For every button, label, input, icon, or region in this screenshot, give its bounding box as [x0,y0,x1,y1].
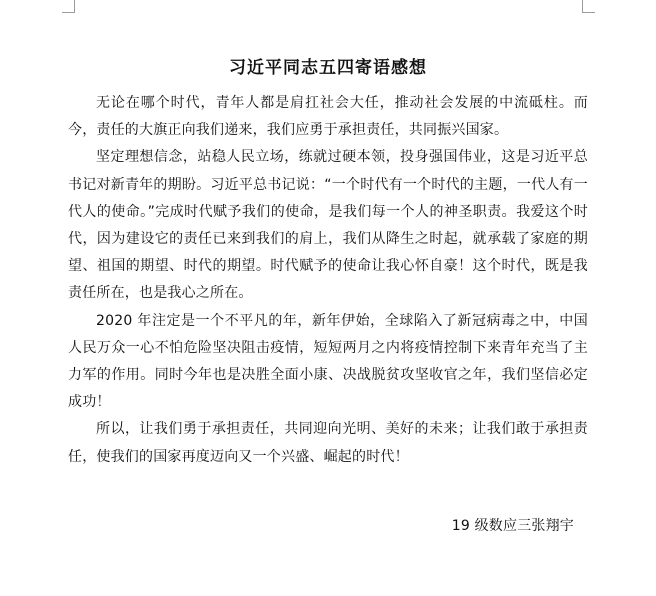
paragraph-3: 2020 年注定是一个不平凡的年，新年伊始，全球陷入了新冠病毒之中，中国人民万众一心不怕危险坚决阻击疫情，短短两月之内将疫情控制下来青年充当了主力军的作用。同时今年也是决胜全面小康、决战脱贫攻坚收官之年，我们坚信必定成功！ [68,312,588,411]
crop-mark-top-left [62,0,75,13]
document-title: 习近平同志五四寄语感想 [229,58,427,78]
crop-mark-top-right [582,0,595,13]
author-signature: 19 级数应三张翔宇 [451,518,574,534]
paragraph-4: 所以，让我们勇于承担责任，共同迎向光明、美好的未来；让我们敢于承担责任，使我们的国家再度迈向又一个兴盛、崛起的时代！ [68,421,588,465]
paragraph-2: 坚定理想信念，站稳人民立场，练就过硬本领，投身强国伟业，这是习近平总书记对新青年的期盼。习近平总书记说：“一个时代有一个时代的主题，一代人有一代人的使命。”完成时代赋予我们的使命，是我们每一个人的神圣职责。我爱这个时代，因为建设它的责任已来到我们的肩上，我们从降生之时起，就承载了家庭的期望、祖国的期望、时代的期望。时代赋予的使命让我心怀自豪！这个时代，既是我责任所在，也是我心之所在。 [68,149,588,302]
paragraph-1: 无论在哪个时代，青年人都是肩扛社会大任，推动社会发展的中流砥柱。而今，责任的大旗正向我们递来，我们应勇于承担责任，共同振兴国家。 [68,95,588,139]
document-body [68,90,588,471]
